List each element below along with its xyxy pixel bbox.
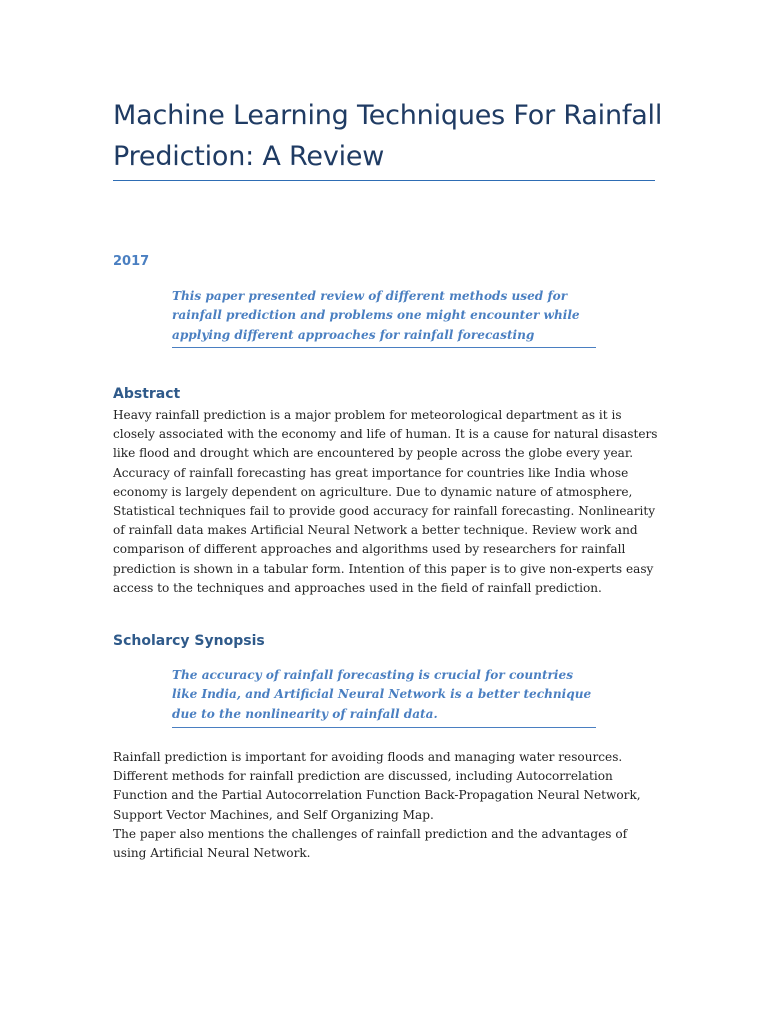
summary-quote-rule: [172, 347, 596, 348]
abstract-heading: Abstract: [113, 386, 181, 402]
title-underline: [113, 180, 655, 181]
synopsis-text: [113, 748, 661, 863]
synopsis-quote: The accuracy of rainfall forecasting is crucial for countries like India, and Artificial Neural Network is a better technique due to the nonlinearity of rainfall data.: [172, 668, 592, 721]
document-title: Machine Learning Techniques For Rainfall Prediction: A Review: [113, 100, 663, 172]
synopsis-paragraph: The paper also mentions the challenges of rainfall prediction and the advantages of using Artificial Neural Network.: [113, 826, 628, 861]
abstract-text: Heavy rainfall prediction is a major problem for meteorological department as it is closely associated with the economy and life of human. It is a cause for natural disasters like flood and drought which are encountered by people across the globe every year. Accuracy of rainfall forecasting has great importance for countries like India whose economy is largely dependent on agriculture. Due to dynamic nature of atmosphere, Statistical techniques fail to provide good accuracy for rainfall forecasting. Nonlinearity of rainfall data makes Artificial Neural Network a better technique. Review work and comparison of different approaches and algorithms used by researchers for rainfall prediction is shown in a tabular form. Intention of this paper is to give non-experts easy access to the techniques and approaches used in the field of rainfall prediction.: [113, 408, 658, 595]
summary-quote: This paper presented review of different methods used for rainfall prediction and problems one might encounter while applying different approaches for rainfall forecasting: [172, 289, 580, 342]
publication-year: 2017: [113, 254, 150, 269]
synopsis-paragraph: Rainfall prediction is important for avoiding floods and managing water resources. Different methods for rainfall prediction are discussed, including Autocorrelation Function and the Partial Autocorrelation Function Back-Propagation Neural Network, Support Vector Machines, and Self Organizing Map.: [113, 750, 641, 822]
synopsis-heading: Scholarcy Synopsis: [113, 633, 265, 649]
synopsis-quote-rule: [172, 727, 596, 728]
